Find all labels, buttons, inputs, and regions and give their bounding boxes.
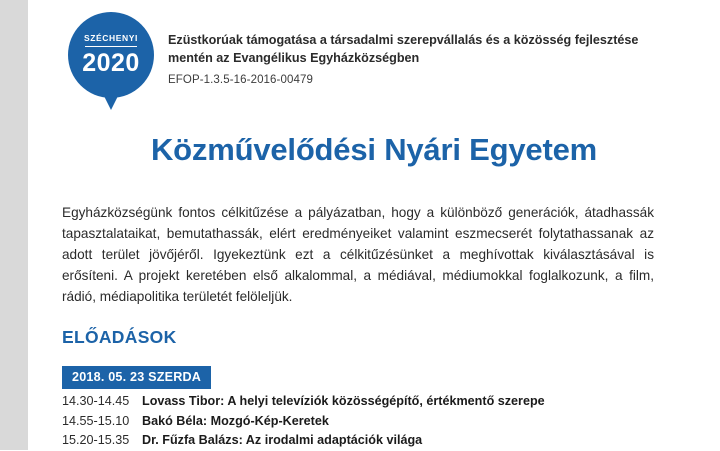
program-description: Dr. Fűzfa Balázs: Az irodalmi adaptációk világa <box>142 433 423 448</box>
header-title-line-1: Ezüstkorúak támogatása a társadalmi szerepvállalás és a közösség fejlesztése <box>168 33 639 47</box>
szechenyi-2020-logo <box>68 12 160 118</box>
page-title: Közművelődési Nyári Egyetem <box>151 132 597 167</box>
logo-text-group <box>68 12 154 98</box>
left-decorative-stripe <box>0 0 28 450</box>
program-list <box>62 392 662 451</box>
list-item <box>62 392 662 412</box>
intro-paragraph: Egyházközségünk fontos célkitűzése a pályázatban, hogy a különböző generációk, átadhassák tapasztalataikat, bemutathassák, elért eredményeiket valamint eszmecserét folytathassanak az adott terület jövőjéről. Igyekeztünk ezt a célkitűzésünket a meghívottak kiválasztásával is erősíteni. A projekt keretében első alkalommal, a médiával, médiumokkal foglalkozunk, a film, rádió, médiapolitika területét felöleljük. <box>62 205 654 304</box>
program-time: 14.30-14.45 <box>62 394 130 408</box>
logo-year-text: 2020 <box>82 48 140 77</box>
header-text-block <box>168 32 688 86</box>
program-time: 14.55-15.10 <box>62 413 130 428</box>
list-item <box>62 431 662 451</box>
document-header <box>28 0 720 118</box>
program-time: 15.20-15.35 <box>62 433 130 448</box>
section-heading-lectures: ELŐADÁSOK <box>62 327 177 347</box>
program-description: Lovass Tibor: A helyi televíziók közösségépítő, értékmentő szerepe <box>142 394 545 408</box>
logo-top-text: SZÉCHENYI <box>83 33 139 44</box>
program-description: Bakó Béla: Mozgó-Kép-Keretek <box>142 413 329 428</box>
logo-divider <box>85 46 137 47</box>
project-code: EFOP-1.3.5-16-2016-00479 <box>168 73 313 86</box>
date-badge: 2018. 05. 23 SZERDA <box>62 366 211 389</box>
header-title-line-2: mentén az Evangélikus Egyházközségben <box>168 50 420 65</box>
list-item <box>62 412 662 432</box>
